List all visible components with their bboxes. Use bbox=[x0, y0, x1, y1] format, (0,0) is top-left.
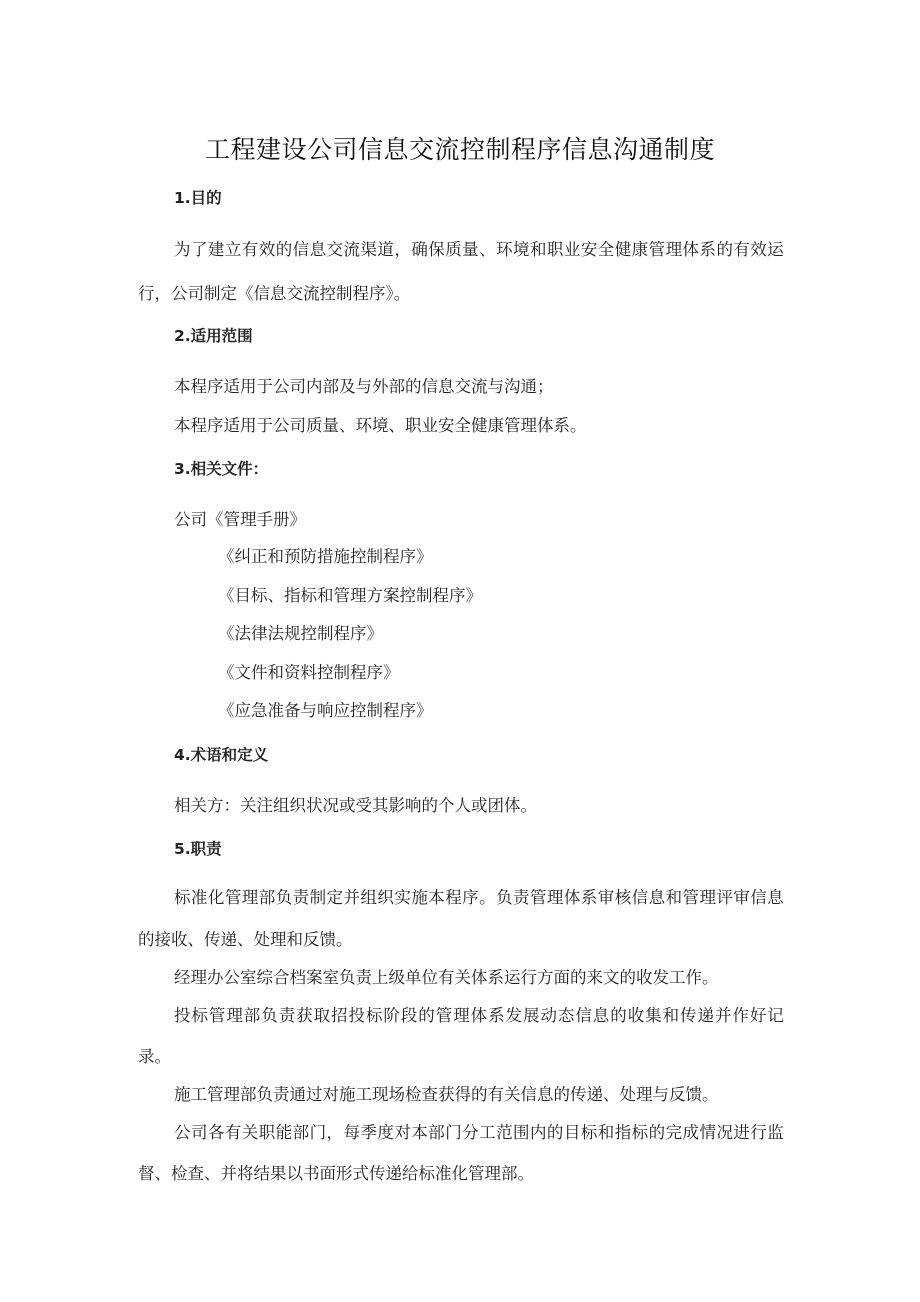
paragraph-line: 督、检查、并将结果以书面形式传递给标准化管理部。 bbox=[138, 1164, 534, 1183]
paragraph-line: 录。 bbox=[138, 1047, 171, 1066]
paragraph-line: 公司各有关职能部门，每季度对本部门分工范围内的目标和指标的完成情况进行监 bbox=[174, 1123, 784, 1142]
reference-item: 《纠正和预防措施控制程序》 bbox=[218, 547, 433, 566]
reference-item: 《法律法规控制程序》 bbox=[218, 624, 383, 643]
section-heading-terms: 4.术语和定义 bbox=[174, 746, 269, 764]
paragraph-line: 相关方：关注组织状况或受其影响的个人或团体。 bbox=[174, 796, 537, 815]
section-heading-related-docs: 3.相关文件： bbox=[174, 460, 269, 478]
reference-item: 《目标、指标和管理方案控制程序》 bbox=[218, 586, 482, 605]
section-heading-duties: 5.职责 bbox=[174, 840, 222, 858]
paragraph-line: 的接收、传递、处理和反馈。 bbox=[138, 930, 353, 949]
paragraph-line: 投标管理部负责获取招投标阶段的管理体系发展动态信息的收集和传递并作好记 bbox=[174, 1006, 784, 1025]
paragraph-line: 标准化管理部负责制定并组织实施本程序。负责管理体系审核信息和管理评审信息 bbox=[174, 888, 784, 907]
paragraph-line: 本程序适用于公司内部及与外部的信息交流与沟通； bbox=[174, 377, 554, 396]
paragraph-line: 施工管理部负责通过对施工现场检查获得的有关信息的传递、处理与反馈。 bbox=[174, 1085, 719, 1104]
section-heading-purpose: 1.目的 bbox=[174, 189, 222, 207]
paragraph-line: 为了建立有效的信息交流渠道，确保质量、环境和职业安全健康管理体系的有效运 bbox=[174, 240, 784, 259]
paragraph-line: 行，公司制定《信息交流控制程序》。 bbox=[138, 284, 411, 303]
reference-item: 《文件和资料控制程序》 bbox=[218, 663, 400, 682]
document-title: 工程建设公司信息交流控制程序信息沟通制度 bbox=[204, 135, 715, 164]
reference-item: 公司《管理手册》 bbox=[174, 510, 306, 529]
paragraph-line: 经理办公室综合档案室负责上级单位有关体系运行方面的来文的收发工作。 bbox=[174, 968, 719, 987]
paragraph-line: 本程序适用于公司质量、环境、职业安全健康管理体系。 bbox=[174, 416, 587, 435]
reference-item: 《应急准备与响应控制程序》 bbox=[218, 701, 433, 720]
section-heading-scope: 2.适用范围 bbox=[174, 327, 253, 345]
